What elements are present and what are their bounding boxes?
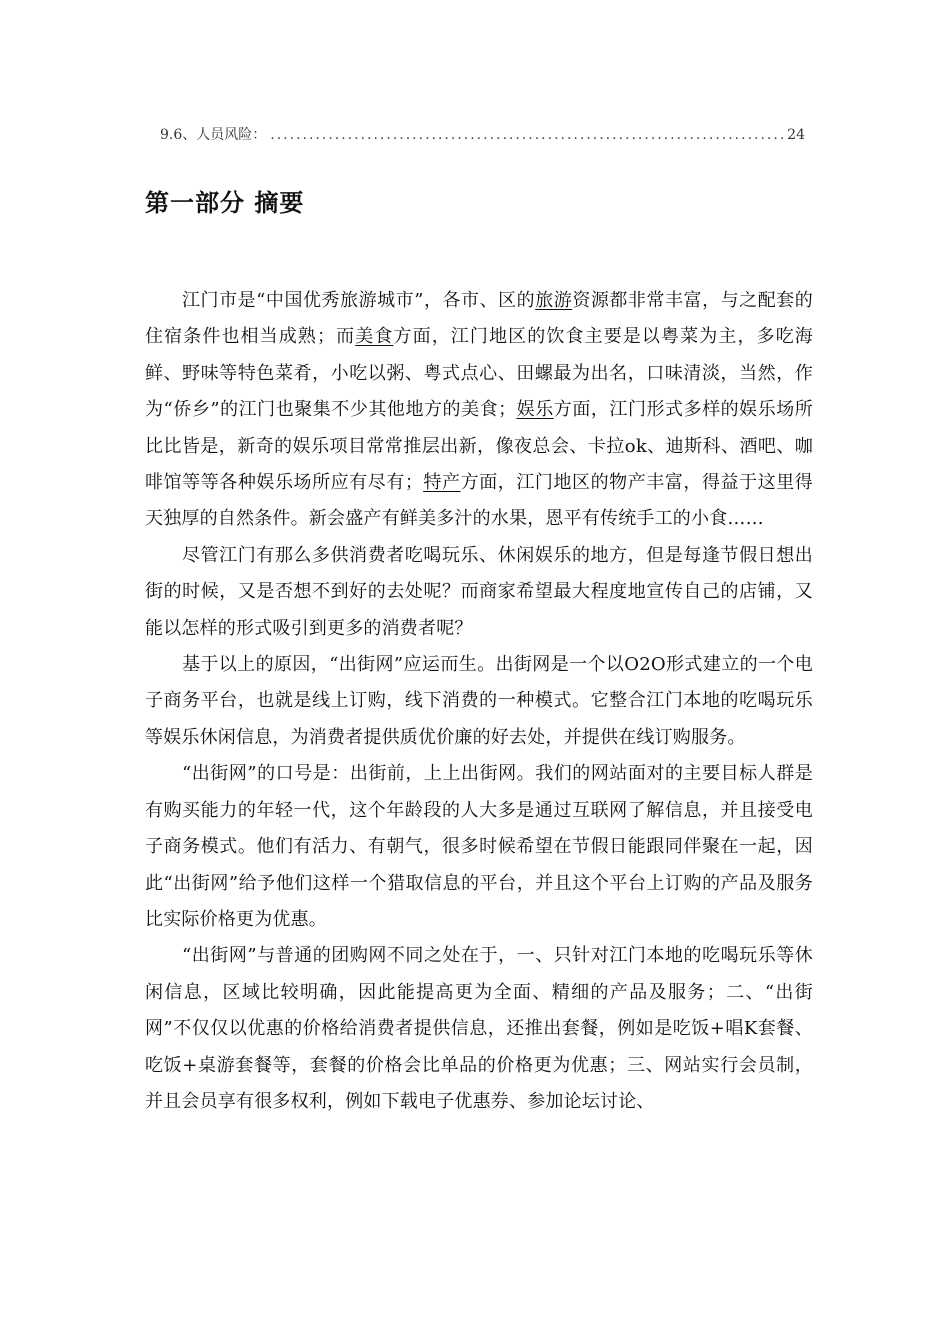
paragraph-1-text-d: 方面，江门形式多样的娱乐场所比比皆是，新奇的娱乐项目常常推层出新，像夜总会、卡拉ok、迪斯科、酒吧、咖啡馆等等各种娱乐场所应有尽有； <box>145 399 813 494</box>
link-specialty[interactable]: 特产 <box>423 472 461 494</box>
paragraph-1-text-c: 方面，江门地区的饮食主要是以粤菜为主，多吃海鲜、野味等特色菜肴，小吃以粥、粤式点心、田螺最为出名，口味清淡，当然，作为“侨乡”的江门也聚集不少其他地方的美食； <box>145 326 814 421</box>
toc-entry[interactable] <box>160 124 805 144</box>
paragraph-3: 基于以上的原因，“出街网”应运而生。出街网是一个以O2O形式建立的一个电子商务平台，也就是线上订购，线下消费的一种模式。它整合江门本地的吃喝玩乐等娱乐休闲信息，为消费者提供质优价廉的好去处，并提供在线订购服务。 <box>145 654 813 748</box>
link-entertainment[interactable]: 娱乐 <box>516 399 554 421</box>
paragraph-1-text-b: 资源都非常丰富，与之配套的住宿条件也相当成熟；而 <box>145 290 813 348</box>
paragraph-5: “出街网”与普通的团购网不同之处在于，一、只针对江门本地的吃喝玩乐等休闲信息，区域比较明确，因此能提高更为全面、精细的产品及服务；二、“出街网”不仅仅以优惠的价格给消费者提供信息，还推出套餐，例如是吃饭+唱K套餐、吃饭+桌游套餐等，套餐的价格会比单品的价格更为优惠；三、网站实行会员制，并且会员享有很多权利，例如下载电子优惠券、参加论坛讨论、 <box>145 945 813 1112</box>
paragraph-2: 尽管江门有那么多供消费者吃喝玩乐、休闲娱乐的地方，但是每逢节假日想出街的时候，又是否想不到好的去处呢？而商家希望最大程度地宣传自己的店铺，又能以怎样的形式吸引到更多的消费者呢？ <box>145 544 813 639</box>
paragraph-1-text-e: 方面，江门地区的物产丰富，得益于这里得天独厚的自然条件。新会盛产有鲜美多汁的水果，恩平有传统手工的小食…… <box>145 472 813 530</box>
toc-leader-dots <box>270 127 783 143</box>
link-tourism[interactable]: 旅游 <box>535 290 573 311</box>
toc-entry-label: 9.6、人员风险： <box>160 127 267 143</box>
paragraph-1-text-a: 江门市是“中国优秀旅游城市”，各市、区的 <box>182 290 536 311</box>
paragraph-4: “出街网”的口号是：出街前，上上出街网。我们的网站面对的主要目标人群是有购买能力的年轻一代，这个年龄段的人大多是通过互联网了解信息，并且接受电子商务模式。他们有活力、有朝气，很多时候希望在节假日能跟同伴聚在一起，因此“出街网”给予他们这样一个猎取信息的平台，并且这个平台上订购的产品及服务比实际价格更为优惠。 <box>145 763 813 930</box>
toc-page-number: 24 <box>787 127 805 143</box>
document-body <box>145 283 813 1120</box>
paragraph-1 <box>145 283 813 538</box>
link-food[interactable]: 美食 <box>355 326 394 348</box>
section-heading: 第一部分 摘要 <box>145 189 305 217</box>
